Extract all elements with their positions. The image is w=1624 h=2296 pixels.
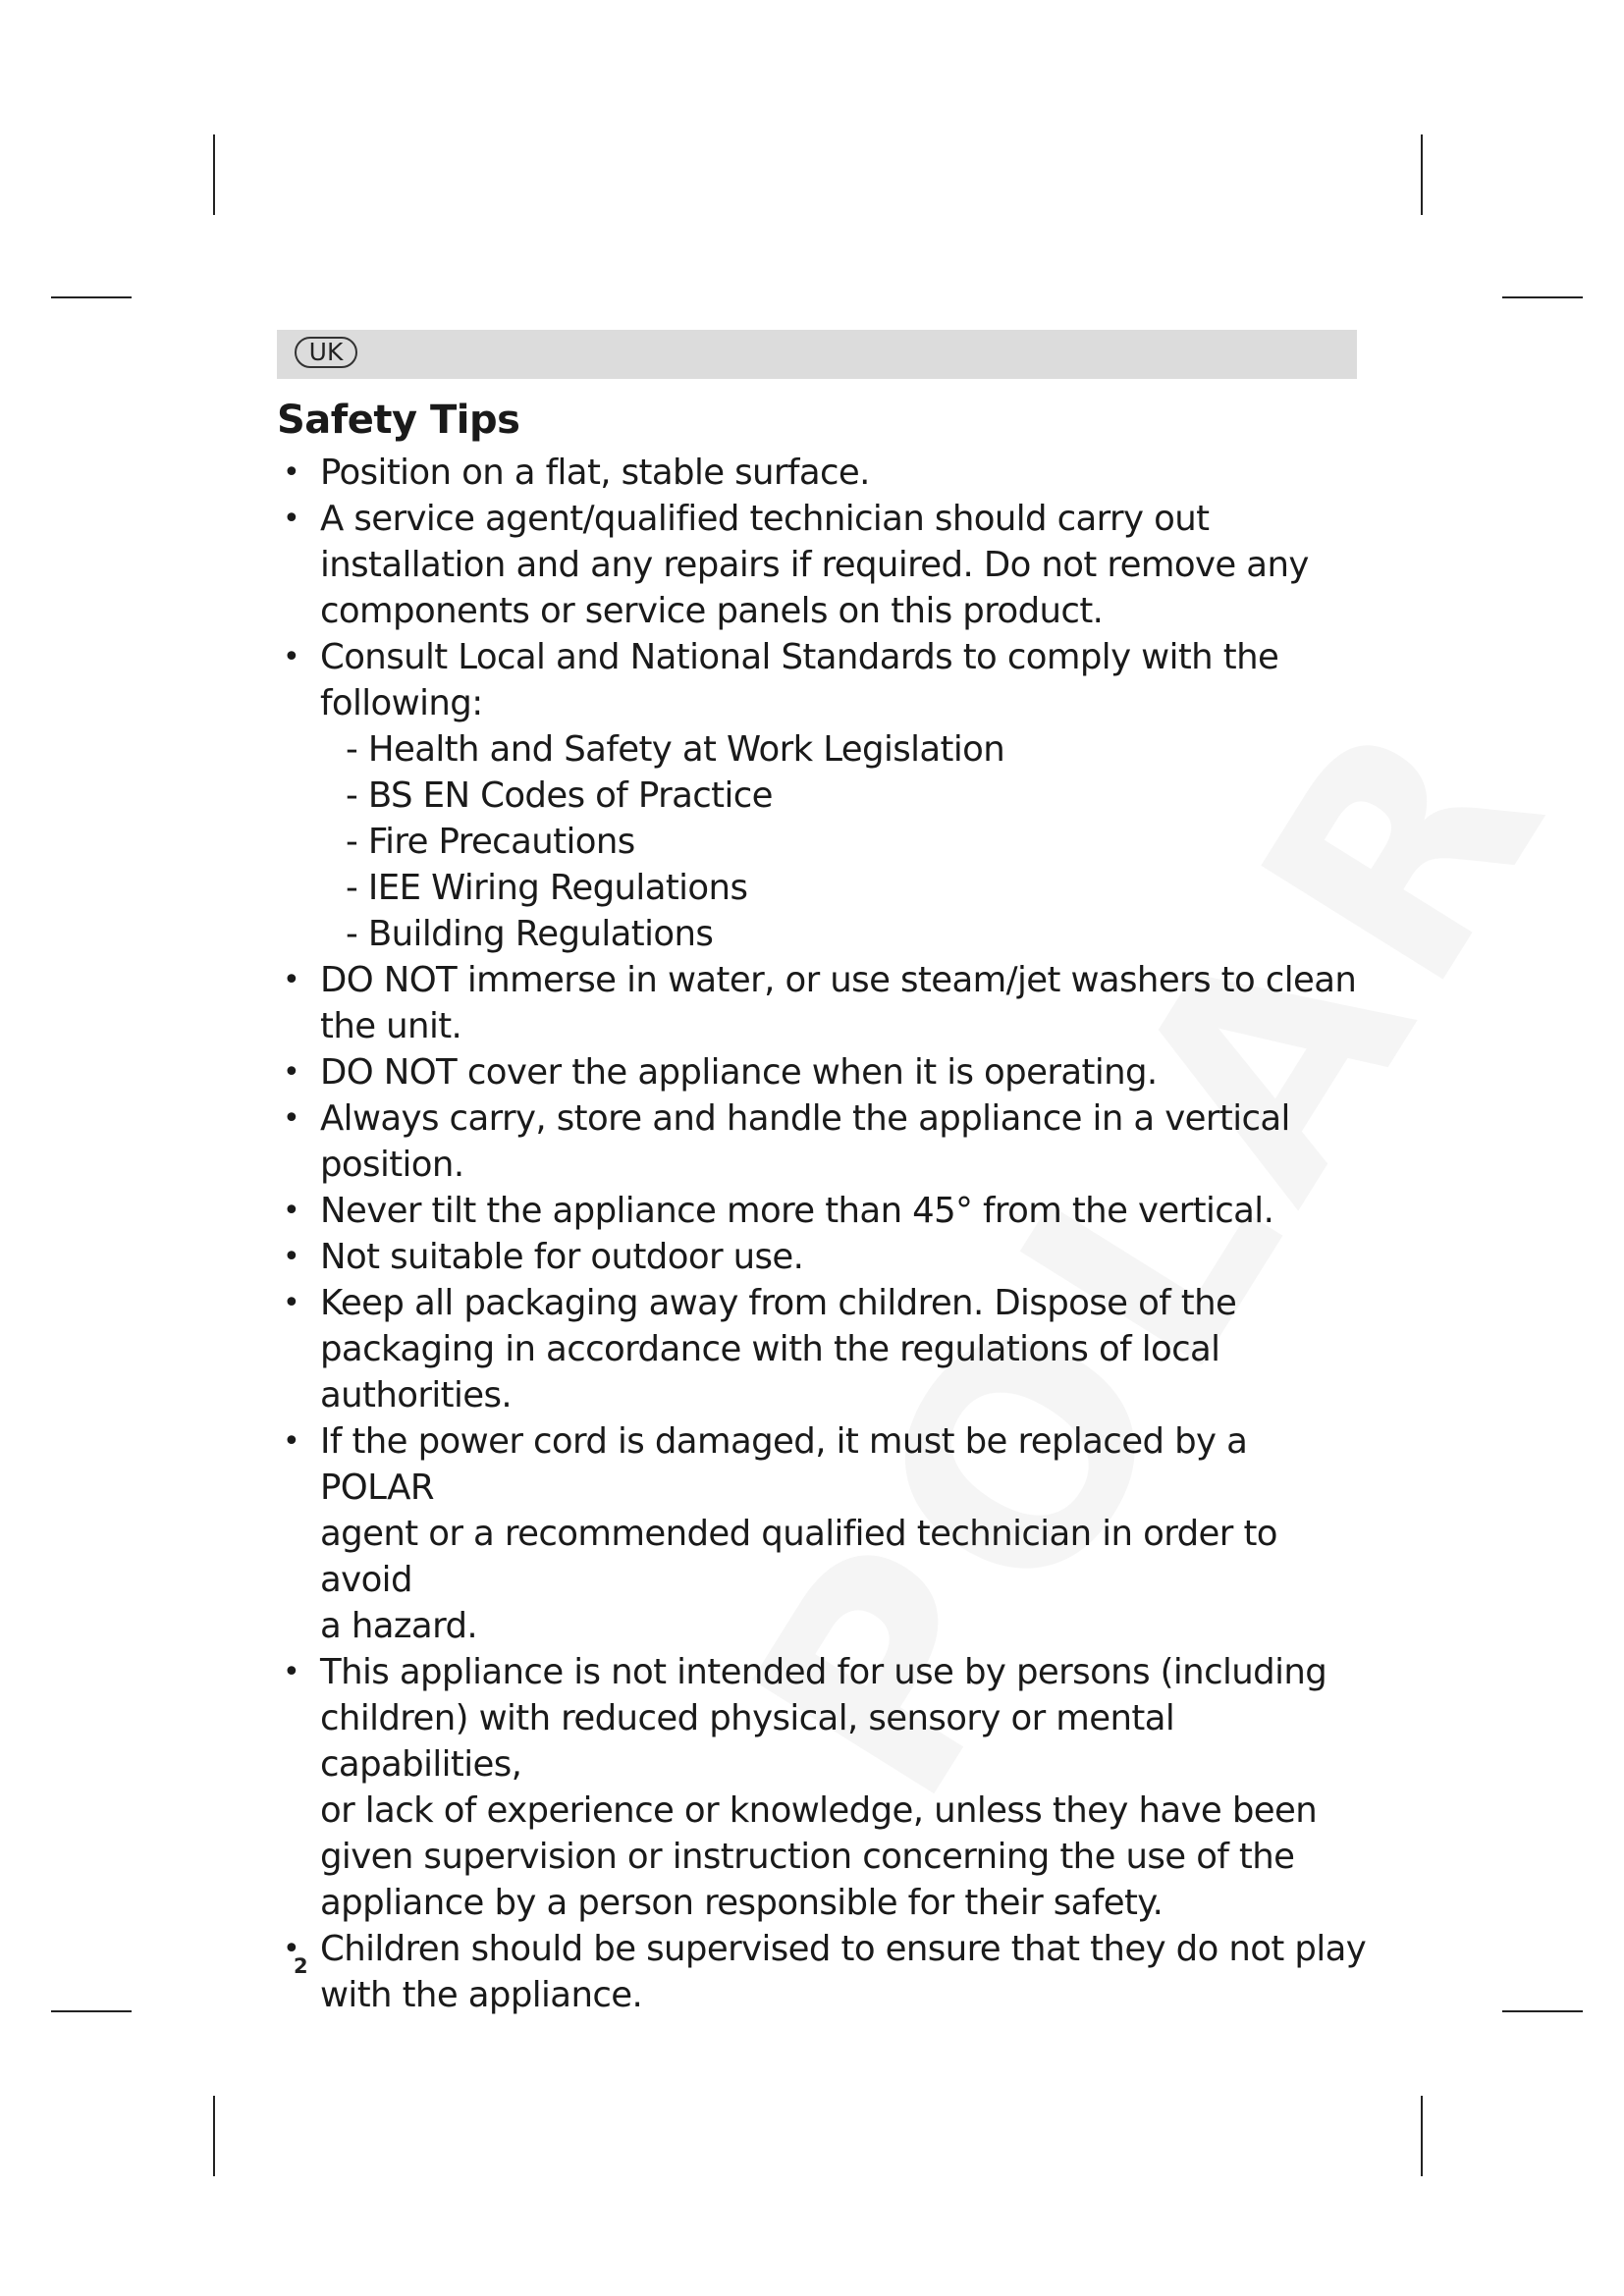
safety-tip [277, 1049, 1367, 1095]
bullet-icon: • [283, 1932, 300, 1966]
tip-line: a hazard. [320, 1606, 478, 1646]
tip-line: agent or a recommended qualified technician in order to avoid [320, 1514, 1277, 1600]
safety-tip [277, 1418, 1367, 1649]
tip-line: authorities. [320, 1375, 513, 1415]
safety-tip [277, 1188, 1367, 1234]
tip-line: Position on a flat, stable surface. [320, 453, 870, 493]
crop-mark-right-upper [1502, 296, 1583, 298]
crop-mark-top-left [213, 134, 215, 215]
subitem-text: Health and Safety at Work Legislation [367, 729, 1005, 770]
tip-line: Consult Local and National Standards to comply with the [320, 637, 1279, 677]
bullet-icon: • [283, 502, 300, 536]
tip-line: A service agent/qualified technician should carry out [320, 499, 1210, 539]
crop-mark-bottom-right [1421, 2096, 1423, 2176]
bullet-icon: • [283, 1655, 300, 1689]
subitem-text: BS EN Codes of Practice [367, 775, 773, 816]
language-bar [277, 330, 1357, 379]
crop-mark-bottom-left [213, 2096, 215, 2176]
bullet-icon: • [283, 640, 300, 674]
page-number: 2 [294, 1954, 308, 1978]
tip-line: installation and any repairs if required. Do not remove any [320, 545, 1309, 585]
crop-mark-right-lower [1502, 2010, 1583, 2012]
safety-tip [277, 1234, 1367, 1280]
tip-line: components or service panels on this product. [320, 591, 1104, 631]
tip-line: children) with reduced physical, sensory or mental capabilities, [320, 1698, 1175, 1785]
crop-mark-top-right [1421, 134, 1423, 215]
safety-tip [277, 634, 1367, 957]
standards-subitem [344, 773, 1367, 819]
tip-line: the unit. [320, 1006, 462, 1046]
tip-line: DO NOT immerse in water, or use steam/jet washers to clean [320, 960, 1357, 1000]
tip-line: Children should be supervised to ensure that they do not play [320, 1929, 1367, 1969]
tip-line: DO NOT cover the appliance when it is operating. [320, 1052, 1158, 1093]
safety-tip [277, 957, 1367, 1049]
tip-line: packaging in accordance with the regulations of local [320, 1329, 1220, 1369]
tip-line: appliance by a person responsible for their safety. [320, 1883, 1164, 1923]
dash-icon: - [346, 775, 368, 816]
standards-subitem [344, 865, 1367, 911]
safety-tip [277, 496, 1367, 634]
bullet-icon: • [283, 1240, 300, 1274]
bullet-icon: • [283, 1286, 300, 1320]
safety-tip [277, 1280, 1367, 1418]
standards-subitem [344, 819, 1367, 865]
subitem-text: Fire Precautions [367, 822, 635, 862]
tip-line: position. [320, 1145, 464, 1185]
dash-icon: - [346, 914, 368, 954]
standards-subitem [344, 911, 1367, 957]
subitem-text: Building Regulations [367, 914, 714, 954]
subitem-text: IEE Wiring Regulations [367, 868, 748, 908]
bullet-icon: • [283, 455, 300, 490]
crop-mark-left-lower [51, 2010, 132, 2012]
tip-line: Not suitable for outdoor use. [320, 1237, 804, 1277]
tip-line: following: [320, 683, 483, 723]
safety-tip [277, 1649, 1367, 1926]
bullet-icon: • [283, 963, 300, 997]
safety-tip [277, 1095, 1367, 1188]
bullet-icon: • [283, 1424, 300, 1459]
tip-line: or lack of experience or knowledge, unless they have been [320, 1790, 1318, 1831]
tip-line: Keep all packaging away from children. Dispose of the [320, 1283, 1237, 1323]
tip-line: with the appliance. [320, 1975, 643, 2015]
dash-icon: - [346, 729, 368, 770]
page-title: Safety Tips [277, 398, 520, 443]
bullet-icon: • [283, 1101, 300, 1136]
tip-line: Never tilt the appliance more than 45° from the vertical. [320, 1191, 1274, 1231]
dash-icon: - [346, 868, 368, 908]
language-badge: UK [295, 337, 357, 368]
standards-subitem [344, 726, 1367, 773]
safety-tips-list [277, 450, 1367, 2018]
standards-sublist [320, 726, 1367, 957]
tip-line: This appliance is not intended for use by persons (including [320, 1652, 1327, 1692]
dash-icon: - [346, 822, 368, 862]
bullet-icon: • [283, 1055, 300, 1090]
bullet-icon: • [283, 1194, 300, 1228]
crop-mark-left-upper [51, 296, 132, 298]
tip-line: given supervision or instruction concerning the use of the [320, 1837, 1295, 1877]
tip-line: Always carry, store and handle the appliance in a vertical [320, 1098, 1290, 1139]
safety-tip [277, 1926, 1367, 2018]
tip-line: If the power cord is damaged, it must be replaced by a POLAR [320, 1421, 1248, 1508]
safety-tip [277, 450, 1367, 496]
